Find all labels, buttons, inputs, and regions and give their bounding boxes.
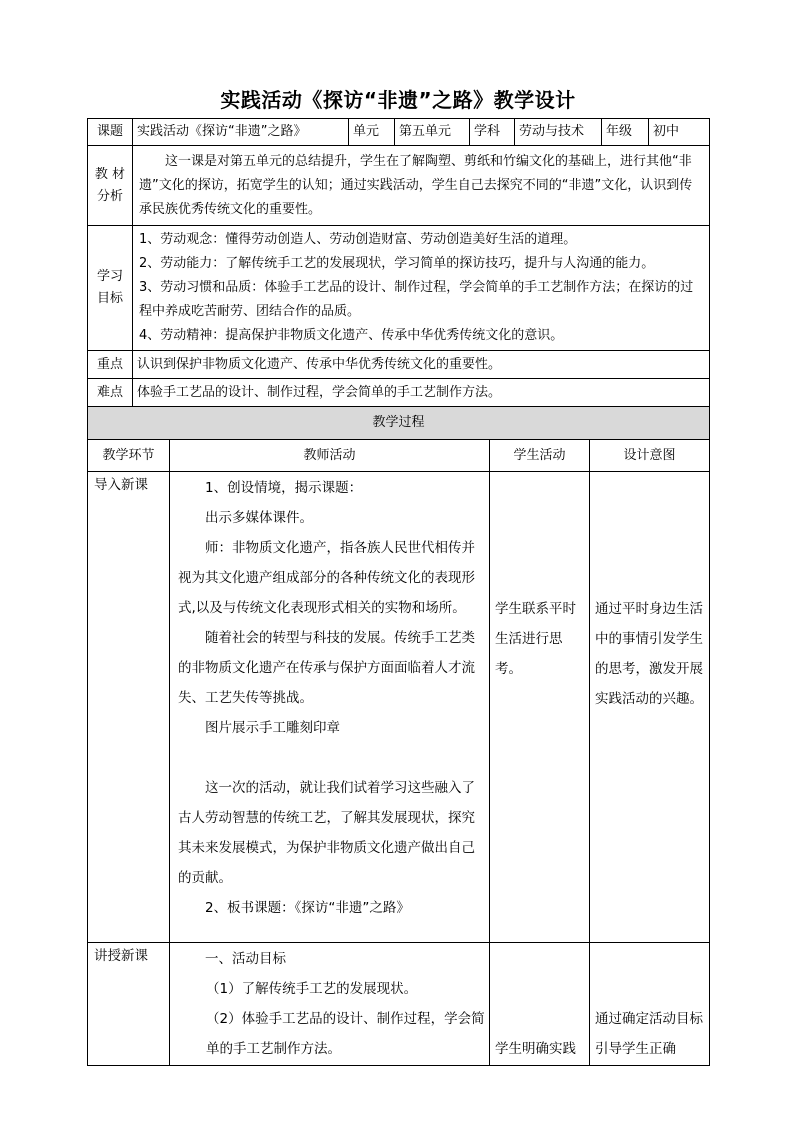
difficulty-label: 难点 [88, 379, 133, 407]
teacher-line: 图片展示手工雕刻印章 [205, 720, 340, 736]
analysis-label-line2: 分析 [96, 188, 123, 204]
intro-intent-text: 通过平时身边生活中的事情引发学生的思考，激发开展实践活动的兴趣。 [595, 601, 703, 707]
intro-stage: 导入新课 [88, 472, 170, 943]
intro-student-text: 学生联系平时生活进行思考。 [495, 601, 576, 677]
key-point-text: 认识到保护非物质文化遗产、传承中华优秀传统文化的重要性。 [133, 351, 710, 379]
header-teacher: 教师活动 [170, 440, 490, 472]
analysis-row [88, 146, 710, 226]
info-row [88, 119, 710, 146]
header-stage: 教学环节 [88, 440, 170, 472]
grade-value: 初中 [649, 119, 710, 146]
goals-label-line2: 目标 [96, 291, 123, 306]
lecture-intent-cell [590, 943, 710, 1066]
header-intent: 设计意图 [590, 440, 710, 472]
analysis-cell [133, 146, 710, 226]
key-point-row [88, 351, 710, 379]
goal-item: 1、劳动观念：懂得劳动创造人、劳动创造财富、劳动创造美好生活的道理。 [139, 232, 577, 247]
analysis-label [88, 146, 133, 226]
intro-student-cell [490, 472, 590, 943]
topic-label: 课题 [88, 119, 133, 146]
teaching-process-table [87, 406, 710, 1066]
grade-label: 年级 [602, 119, 649, 146]
lesson-info-table [87, 118, 710, 407]
intro-intent-cell [590, 472, 710, 943]
teacher-line: （1）了解传统手工艺的发展现状。 [206, 981, 418, 997]
lecture-student-text: 学生明确实践 [495, 1041, 576, 1057]
lecture-stage: 讲授新课 [88, 943, 170, 1066]
subject-label: 学科 [470, 119, 515, 146]
subject-value: 劳动与技术 [515, 119, 602, 146]
analysis-label-line1: 教 材 [94, 166, 126, 182]
teacher-line: 一、活动目标 [205, 951, 286, 967]
goal-item: 3、劳动习惯和品质：体验手工艺品的设计、制作过程，学会简单的手工艺制作方法；在探访的过程中养成吃苦耐劳、团结合作的品质。 [139, 280, 694, 319]
difficulty-row [88, 379, 710, 407]
process-title: 教学过程 [88, 407, 710, 440]
analysis-text: 这一课是对第五单元的总结提升，学生在了解陶塑、剪纸和竹编文化的基础上，进行其他“非遗”文化的探访，拓宽学生的认知；通过实践活动，学生自己去探究不同的“非遗”文化，认识到传承民族优秀传统文化的重要性。 [139, 153, 693, 217]
teacher-line: 1、创设情境，揭示课题： [205, 480, 363, 496]
topic-value: 实践活动《探访“非遗”之路》 [133, 119, 349, 146]
goals-cell [133, 226, 710, 351]
lecture-student-cell [490, 943, 590, 1066]
lecture-row [88, 943, 710, 1066]
blank-line [170, 743, 489, 773]
process-title-row [88, 407, 710, 440]
intro-row [88, 472, 710, 943]
goal-item: 4、劳动精神：提高保护非物质文化遗产、传承中华优秀传统文化的意识。 [139, 328, 564, 343]
intro-teacher-cell [170, 472, 490, 943]
teacher-line: 师：非物质文化遗产，指各族人民世代相传并视为其文化遗产组成部分的各种传统文化的表现形式,以及与传统文化表现形式相关的实物和场所。 [178, 540, 475, 616]
lecture-intent-text: 通过确定活动目标引导学生正确 [595, 1011, 703, 1057]
document-title: 实践活动《探访“非遗”之路》教学设计 [220, 88, 576, 112]
unit-label: 单元 [349, 119, 395, 146]
teacher-line: 这一次的活动，就让我们试着学习这些融入了古人劳动智慧的传统工艺，了解其发展现状，探究其未来发展模式，为保护非物质文化遗产做出自己的贡献。 [178, 780, 475, 886]
goal-item: 2、劳动能力：了解传统手工艺的发展现状，学习简单的探访技巧，提升与人沟通的能力。 [139, 256, 655, 271]
goals-label [88, 226, 133, 351]
teacher-line: 随着社会的转型与科技的发展。传统手工艺类的非物质文化遗产在传承与保护方面面临着人才流失、工艺失传等挑战。 [178, 630, 475, 706]
teacher-line: （2）体验手工艺品的设计、制作过程，学会简单的手工艺制作方法。 [206, 1011, 485, 1057]
difficulty-text: 体验手工艺品的设计、制作过程，学会简单的手工艺制作方法。 [133, 379, 710, 407]
key-point-label: 重点 [88, 351, 133, 379]
header-student: 学生活动 [490, 440, 590, 472]
teacher-line: 2、板书课题：《探访“非遗”之路》 [205, 900, 410, 916]
unit-value: 第五单元 [395, 119, 470, 146]
teacher-line: 出示多媒体课件。 [205, 510, 313, 526]
process-header-row [88, 440, 710, 472]
goals-label-line1: 学习 [96, 269, 123, 284]
lecture-teacher-cell [170, 943, 490, 1066]
goals-row [88, 226, 710, 351]
